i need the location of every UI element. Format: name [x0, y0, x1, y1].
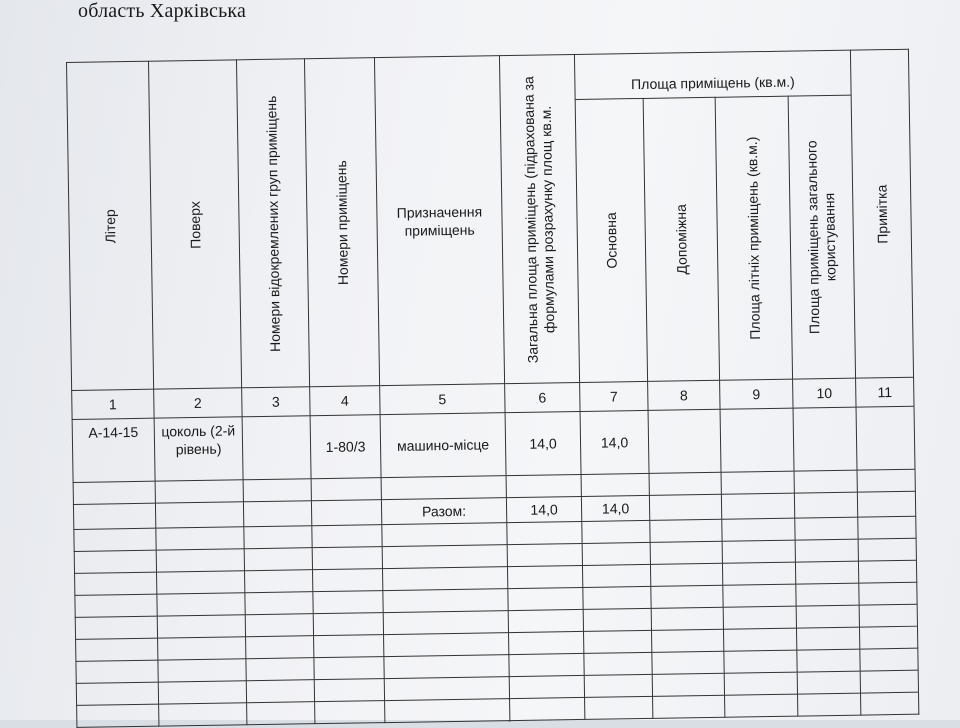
cell-floor: цоколь (2-й рівень) [154, 417, 243, 481]
column-number: 10 [793, 378, 856, 408]
cell-main-area: 14,0 [580, 410, 649, 474]
column-number: 1 [72, 389, 154, 419]
column-number: 4 [310, 386, 380, 416]
cell-common-area [793, 407, 857, 471]
column-header-summer: Площа літніх приміщень (кв.м.) [715, 96, 792, 380]
cell-summer-area [720, 408, 794, 472]
cell-rooms: 1-80/3 [310, 415, 381, 479]
cell-liter: А-14-15 [72, 418, 155, 482]
column-number: 9 [720, 379, 793, 409]
column-header-aux: Допоміжна [643, 97, 719, 381]
cell-purpose: машино-місце [380, 413, 506, 478]
column-number: 5 [380, 384, 505, 415]
column-header-rooms: Номери приміщень [304, 58, 379, 387]
column-header-total-area: Загальна площа приміщень (підрахована за формулами розрахунку площ кв.м. [499, 55, 579, 384]
rooms-table-container [66, 49, 918, 728]
group-header-area: Площа приміщень (кв.м.) [574, 50, 851, 99]
column-number: 7 [580, 381, 648, 411]
sum-main-area: 14,0 [581, 495, 649, 521]
column-number: 3 [242, 387, 310, 417]
cell-total-area: 14,0 [505, 411, 581, 475]
column-header-floor: Поверх [148, 60, 241, 389]
column-header-main: Основна [575, 98, 647, 382]
cell-groups [242, 416, 311, 480]
column-header-liter: Літер [67, 61, 154, 390]
cell-aux-area [648, 409, 721, 473]
column-header-note: Примітка [850, 49, 913, 378]
rooms-table [66, 49, 919, 728]
column-header-common: Площа приміщень загального користування [788, 95, 855, 379]
sum-total-area: 14,0 [506, 496, 581, 522]
column-header-purpose: Призначення приміщень [374, 56, 504, 386]
region-label: область Харківська [78, 0, 247, 22]
column-number: 8 [648, 380, 720, 410]
column-number: 6 [505, 382, 580, 412]
sum-label: Разом: [381, 498, 506, 525]
column-number: 11 [856, 377, 914, 407]
column-number: 2 [154, 388, 242, 418]
cell-note [856, 406, 915, 470]
column-header-groups: Номери відокремлених груп приміщень [236, 59, 309, 388]
